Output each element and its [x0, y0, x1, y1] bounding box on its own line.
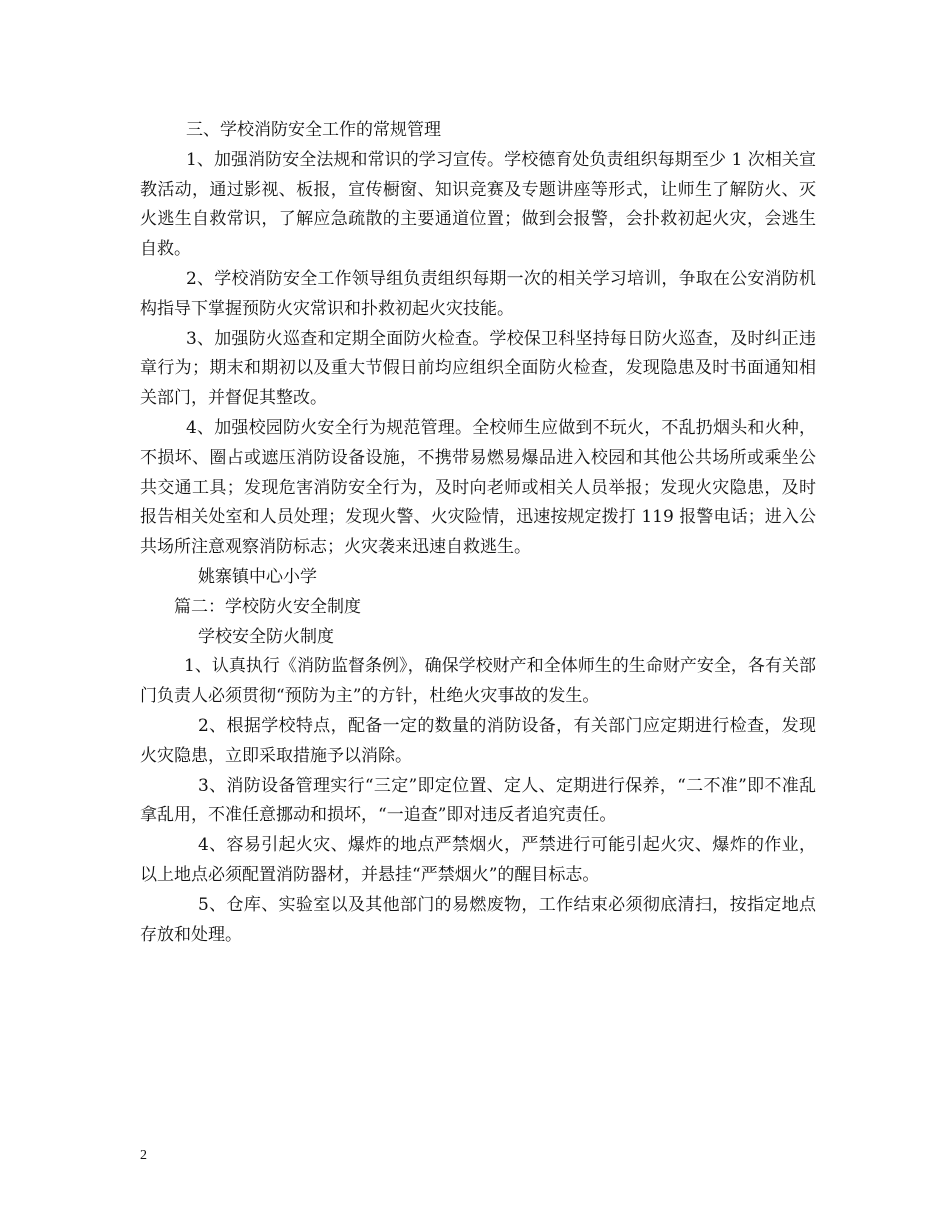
section-heading: 三、学校消防安全工作的常规管理	[186, 120, 441, 140]
signature: 姚寨镇中心小学	[198, 566, 317, 587]
paragraph: 1、认真执行《消防监督条例》，确保学校财产和全体师生的生命财产安全，各有关部门负责人必须贯彻“预防为主”的方针，杜绝火灾事故的发生。	[140, 656, 816, 707]
chapter-title: 篇二：学校防火安全制度	[174, 596, 361, 617]
paragraph: 3、加强防火巡查和定期全面防火检查。学校保卫科坚持每日防火巡查，及时纠正违章行为；期末和期初以及重大节假日前均应组织全面防火检查，发现隐患及时书面通知相关部门，并督促其整改。	[140, 328, 816, 409]
paragraph: 4、加强校园防火安全行为规范管理。全校师生应做到不玩火，不乱扔烟头和火种，不损坏、圈占或遮压消防设备设施，不携带易燃易爆品进入校园和其他公共场所或乘坐公共交通工具；发现危害消防安全行为，及时向老师或相关人员举报；发现火灾隐患，及时报告相关处室和人员处理；发现火警、火灾险情，迅速按规定拨打 119 报警电话；进入公共场所注意观察消防标志；火灾袭来迅速自救逃生。	[140, 417, 816, 558]
paragraph: 4、容易引起火灾、爆炸的地点严禁烟火，严禁进行可能引起火灾、爆炸的作业，以上地点必须配置消防器材，并悬挂“严禁烟火”的醒目标志。	[140, 835, 816, 885]
paragraph: 5、仓库、实验室以及其他部门的易燃废物，工作结束必须彻底清扫，按指定地点存放和处理。	[140, 894, 816, 945]
page-number: 2	[140, 1148, 147, 1163]
document-body	[140, 116, 816, 950]
paragraph: 2、学校消防安全工作领导组负责组织每期一次的相关学习培训，争取在公安消防机构指导下掌握预防火灾常识和扑救初起火灾技能。	[140, 268, 816, 319]
paragraph: 3、消防设备管理实行“三定”即定位置、定人、定期进行保养，“二不准”即不准乱拿乱用，不准任意挪动和损坏，“一追查”即对违反者追究责任。	[140, 775, 816, 826]
paragraph: 1、加强消防安全法规和常识的学习宣传。学校德育处负责组织每期至少 1 次相关宣教活动，通过影视、板报，宣传橱窗、知识竞赛及专题讲座等形式，让师生了解防火、灭火逃生自救常识，了解应急疏散的主要通道位置；做到会报警，会扑救初起火灾，会逃生自救。	[140, 149, 816, 260]
document-subtitle: 学校安全防火制度	[198, 626, 334, 647]
paragraph: 2、根据学校特点，配备一定的数量的消防设备，有关部门应定期进行检查，发现火灾隐患，立即采取措施予以消除。	[140, 715, 816, 766]
